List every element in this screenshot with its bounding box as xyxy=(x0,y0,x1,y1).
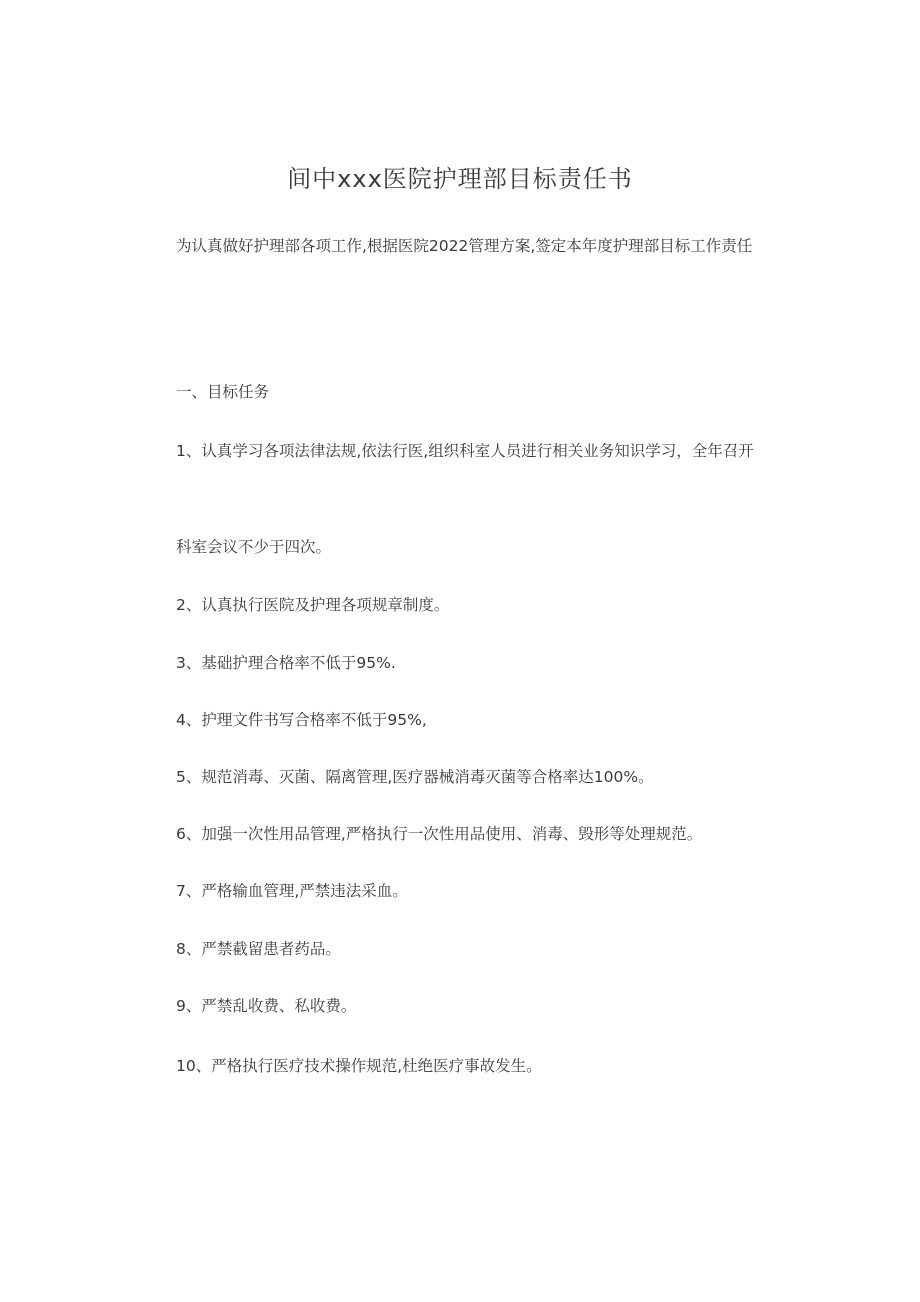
task-item-1-continued: 科室会议不少于四次。 xyxy=(176,538,332,556)
intro-paragraph: 为认真做好护理部各项工作,根据医院2022管理方案,签定本年度护理部目标工作责任 xyxy=(176,237,753,255)
task-item-5: 5、规范消毒、灭菌、隔离管理,医疗器械消毒灭菌等合格率达100%。 xyxy=(176,768,654,786)
task-item-2: 2、认真执行医院及护理各项规章制度。 xyxy=(176,596,450,614)
task-item-7: 7、严格输血管理,严禁违法采血。 xyxy=(176,882,408,900)
task-item-6: 6、加强一次性用品管理,严格执行一次性用品使用、消毒、毁形等处理规范。 xyxy=(176,825,703,843)
task-item-8: 8、严禁截留患者药品。 xyxy=(176,940,341,958)
task-item-1: 1、认真学习各项法律法规,依法行医,组织科室人员进行相关业务知识学习，全年召开 xyxy=(176,442,754,460)
document-title: 间中xxx医院护理部目标责任书 xyxy=(287,165,633,193)
task-item-3: 3、基础护理合格率不低于95%. xyxy=(176,654,396,672)
section-heading: 一、目标任务 xyxy=(176,383,270,401)
task-item-4: 4、护理文件书写合格率不低于95%, xyxy=(176,711,427,729)
task-item-10: 10、严格执行医疗技术操作规范,杜绝医疗事故发生。 xyxy=(176,1057,542,1075)
task-item-9: 9、严禁乱收费、私收费。 xyxy=(176,997,357,1015)
